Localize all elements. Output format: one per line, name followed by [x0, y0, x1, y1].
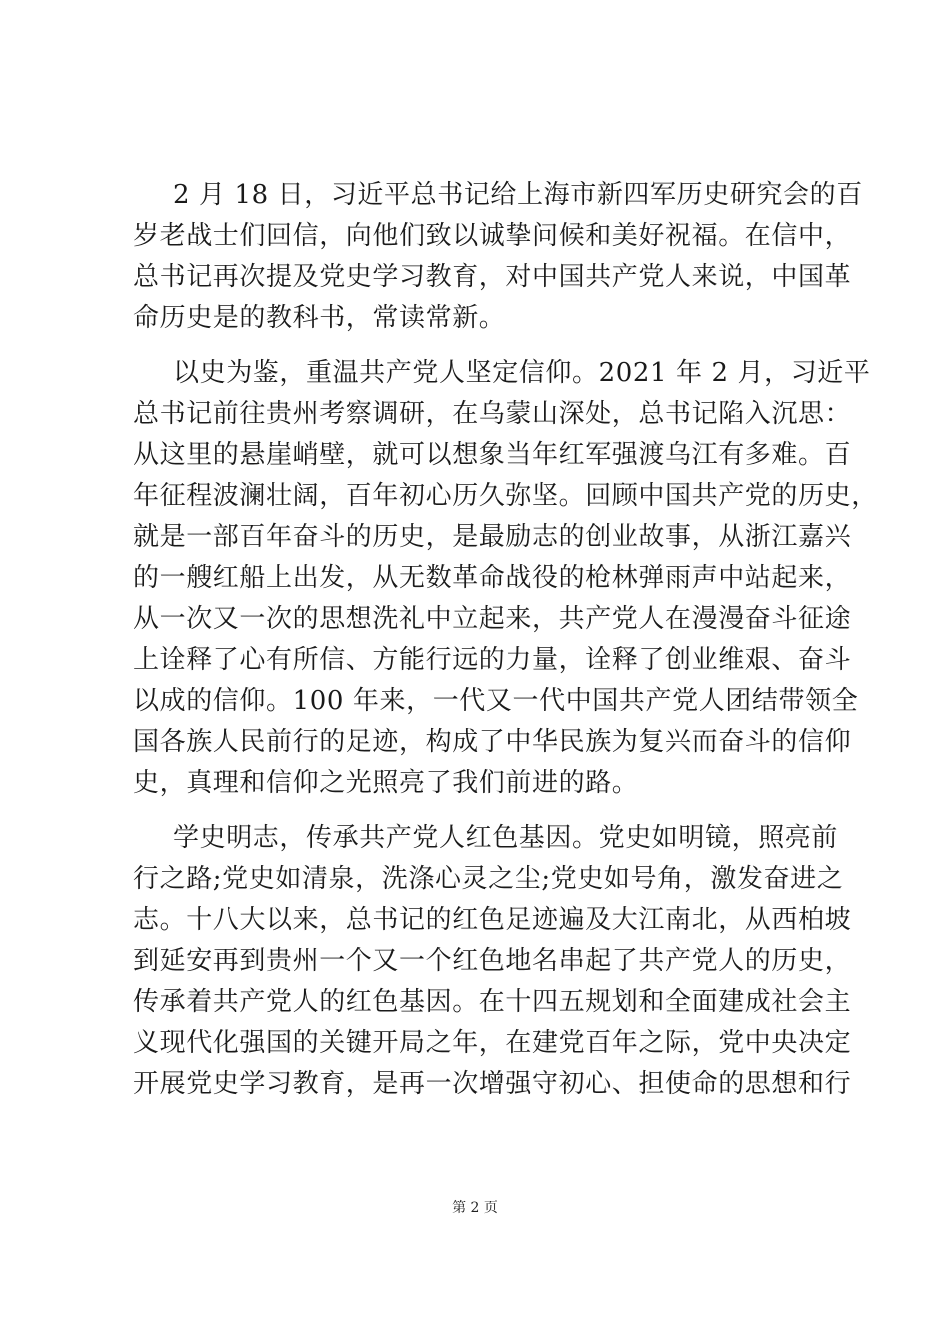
- text-line: 年征程波澜壮阔，百年初心历久弥坚。回顾中国共产党的历史，: [133, 481, 878, 511]
- text-line: 命历史是的教科书，常读常新。: [133, 303, 506, 333]
- text-line: 义现代化强国的关键开局之年，在建党百年之际，党中央决定: [133, 1028, 852, 1058]
- text-line: 岁老战士们回信，向他们致以诚挚问候和美好祝福。在信中，: [133, 221, 852, 251]
- text-line: 从一次又一次的思想洗礼中立起来，共产党人在漫漫奋斗征途: [133, 604, 852, 634]
- text-line: 以史为鉴，重温共产党人坚定信仰。2021 年 2 月，习近平: [173, 358, 871, 388]
- text-line: 开展党史学习教育，是再一次增强守初心、担使命的思想和行: [133, 1069, 852, 1099]
- text-line: 就是一部百年奋斗的历史，是最励志的创业故事，从浙江嘉兴: [133, 522, 852, 552]
- text-line: 以成的信仰。100 年来，一代又一代中国共产党人团结带领全: [133, 686, 859, 716]
- text-line: 行之路;党史如清泉，洗涤心灵之尘;党史如号角，激发奋进之: [133, 864, 844, 894]
- text-line: 史，真理和信仰之光照亮了我们前进的路。: [133, 768, 639, 798]
- text-line: 到延安再到贵州一个又一个红色地名串起了共产党人的历史，: [133, 946, 852, 976]
- text-line: 从这里的悬崖峭壁，就可以想象当年红军强渡乌江有多难。百: [133, 440, 852, 470]
- text-line: 总书记前往贵州考察调研，在乌蒙山深处，总书记陷入沉思：: [133, 399, 852, 429]
- paragraph-2: [133, 353, 878, 804]
- paragraph-gap: [133, 804, 823, 818]
- body-text: [133, 175, 878, 1105]
- text-line: 总书记再次提及党史学习教育，对中国共产党人来说，中国革: [133, 262, 852, 292]
- paragraph-3: [133, 818, 852, 1105]
- text-line: 志。十八大以来，总书记的红色足迹遍及大江南北，从西柏坡: [133, 905, 852, 935]
- paragraph-gap: [133, 339, 823, 353]
- text-line: 2 月 18 日，习近平总书记给上海市新四军历史研究会的百: [173, 180, 863, 210]
- text-line: 上诠释了心有所信、方能行远的力量，诠释了创业维艰、奋斗: [133, 645, 852, 675]
- text-line: 国各族人民前行的足迹，构成了中华民族为复兴而奋斗的信仰: [133, 727, 852, 757]
- page-number: 第 2 页: [452, 1200, 498, 1216]
- text-line: 的一艘红船上出发，从无数革命战役的枪林弹雨声中站起来，: [133, 563, 852, 593]
- text-line: 学史明志，传承共产党人红色基因。党史如明镜，照亮前: [173, 823, 839, 853]
- paragraph-1: [133, 175, 863, 339]
- text-line: 传承着共产党人的红色基因。在十四五规划和全面建成社会主: [133, 987, 852, 1017]
